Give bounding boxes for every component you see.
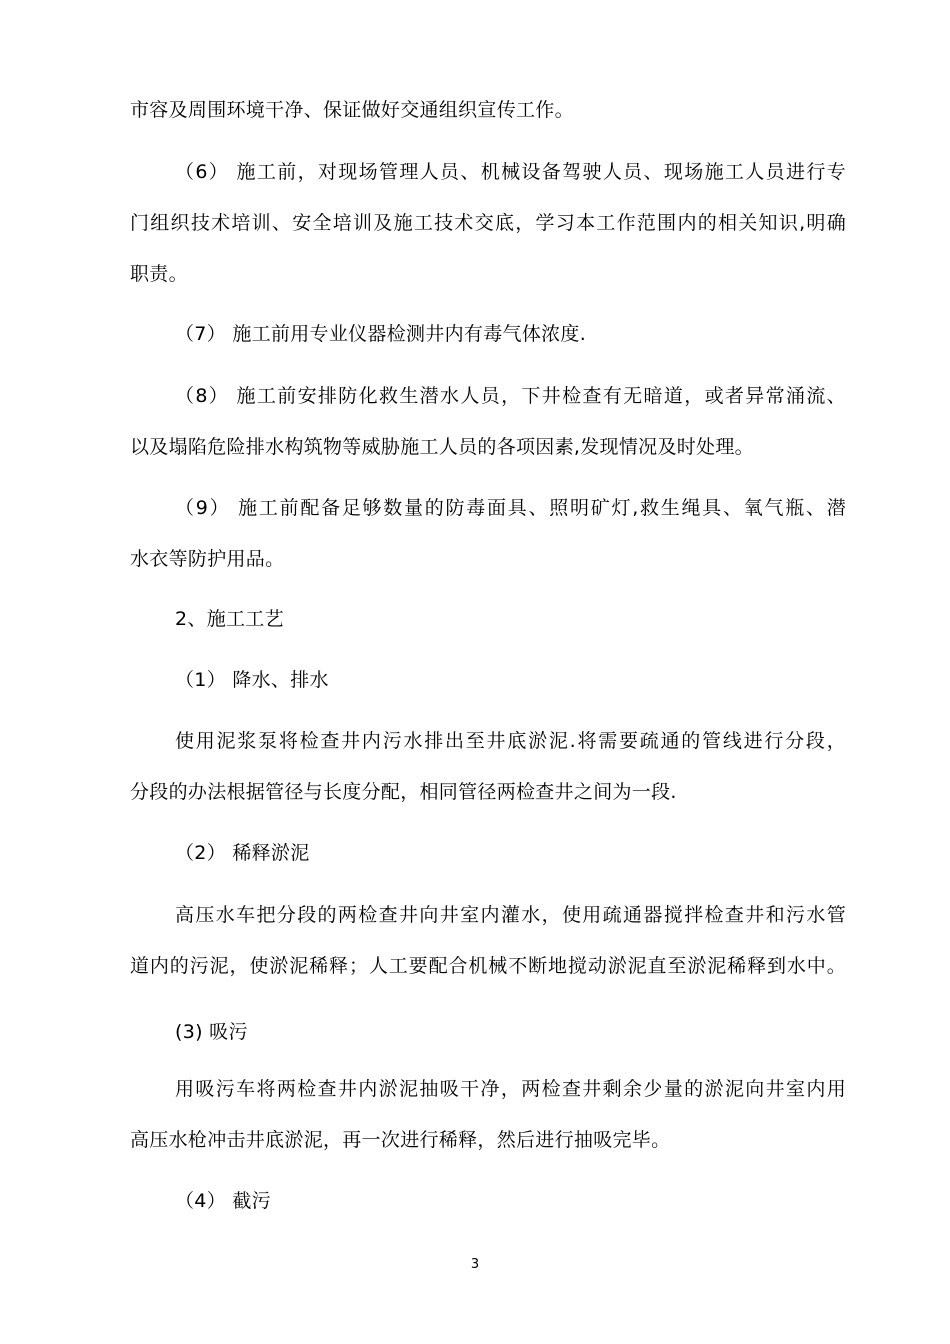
text-line: 水衣等防护用品。 — [130, 548, 285, 570]
text-line: 高压水车把分段的两检查井向井室内灌水，使用疏通器搅拌检查井和污水管 — [175, 904, 846, 926]
text-line: 用吸污车将两检查井内淤泥抽吸干净，两检查井剩余少量的淤泥向井室内用 — [175, 1078, 846, 1100]
text-line: 职责。 — [130, 263, 188, 285]
subsection-heading: （4） 截污 — [175, 1190, 271, 1212]
text-line: 高压水枪冲击井底淤泥，再一次进行稀释，然后进行抽吸完毕。 — [130, 1129, 671, 1151]
list-item-9-line: （9） 施工前配备足够数量的防毒面具、照明矿灯,救生绳具、氧气瓶、潜 — [175, 497, 846, 519]
subsection-heading: （1） 降水、排水 — [175, 669, 329, 691]
text-line: 分段的办法根据管径与长度分配，相同管径两检查井之间为一段. — [130, 781, 677, 803]
text-line: 以及塌陷危险排水构筑物等威胁施工人员的各项因素,发现情况及时处理。 — [130, 436, 754, 458]
subsection-heading: （2） 稀释淤泥 — [175, 842, 310, 864]
list-item-7-line: （7） 施工前用专业仪器检测井内有毒气体浓度. — [175, 323, 587, 345]
text-line: 市容及周围环境干净、保证做好交通组织宣传工作。 — [130, 99, 574, 121]
text-line: 使用泥浆泵将检查井内污水排出至井底淤泥.将需要疏通的管线进行分段， — [175, 730, 846, 752]
list-item-6-line: （6） 施工前，对现场管理人员、机械设备驾驶人员、现场施工人员进行专 — [175, 161, 846, 183]
subsection-heading: (3) 吸污 — [175, 1021, 248, 1043]
section-heading: 2、施工工艺 — [175, 608, 284, 630]
list-item-8-line: （8） 施工前安排防化救生潜水人员，下井检查有无暗道，或者异常涌流、 — [175, 385, 846, 407]
text-line: 门组织技术培训、安全培训及施工技术交底，学习本工作范围内的相关知识,明确 — [130, 212, 846, 234]
page-number: 3 — [470, 1257, 480, 1272]
text-line: 道内的污泥，使淤泥稀释；人工要配合机械不断地搅动淤泥直至淤泥稀释到水中。 — [130, 955, 846, 977]
